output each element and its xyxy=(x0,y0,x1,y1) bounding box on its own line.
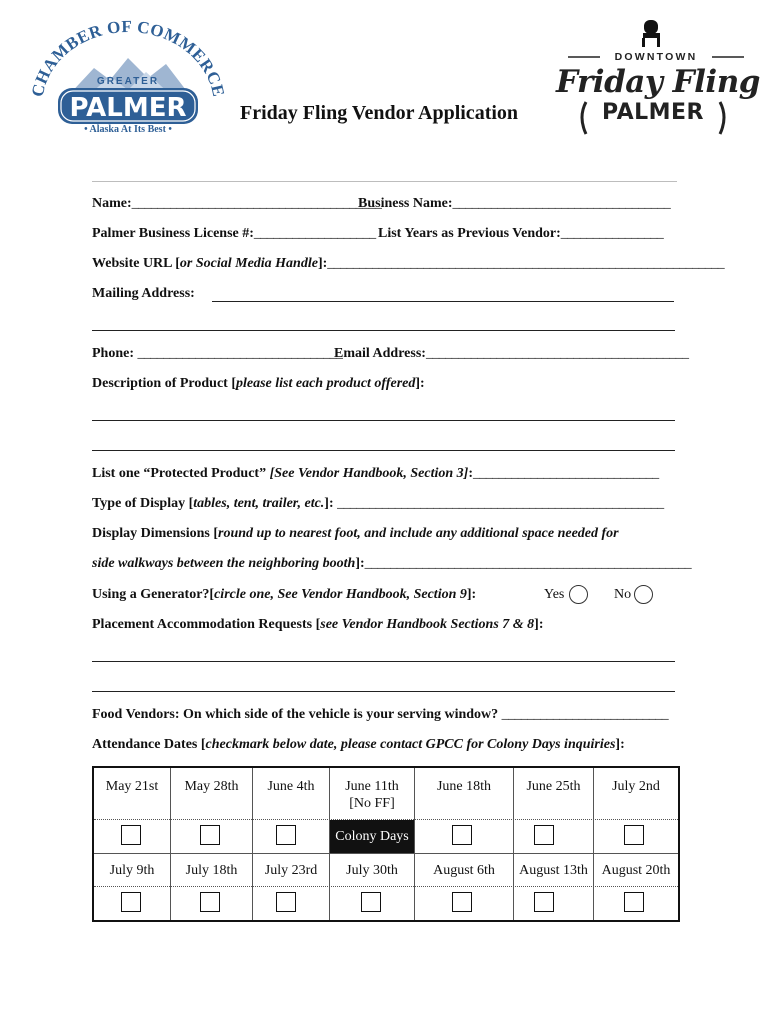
phone-row xyxy=(92,345,342,363)
food-vendors-row xyxy=(92,706,668,724)
display-type-field[interactable]: ___________________________________________________ xyxy=(337,496,664,511)
description-field-1[interactable] xyxy=(92,420,675,421)
website-label-b: or Social Media Handle xyxy=(179,256,318,271)
email-label: Email Address: xyxy=(334,346,426,361)
chair-icon xyxy=(642,20,660,47)
mailing-field-1[interactable] xyxy=(212,301,674,302)
business-name-label: Business Name: xyxy=(358,196,453,211)
placement-label-b: see Vendor Handbook Sections 7 & 8 xyxy=(320,617,535,632)
row-divider xyxy=(94,853,678,854)
checkbox-may-21[interactable] xyxy=(121,825,141,845)
display-label-c: ]: xyxy=(324,496,334,511)
dimensions-line2-a: side walkways between the neighboring booth xyxy=(92,556,356,571)
checkbox-june-18[interactable] xyxy=(452,825,472,845)
date-cell-june-4: June 4th xyxy=(267,779,315,794)
svg-text:CHAMBER OF COMMERCE: CHAMBER OF COMMERCE xyxy=(28,20,228,99)
protected-label-b: [See Vendor Handbook, Section 3] xyxy=(269,466,469,481)
checkbox-may-28[interactable] xyxy=(200,825,220,845)
generator-row xyxy=(92,586,476,604)
food-vendors-label: Food Vendors: On which side of the vehicle is your serving window? xyxy=(92,707,499,722)
years-row xyxy=(378,225,663,243)
protected-label-a: List one “Protected Product” xyxy=(92,466,270,481)
placement-field-1[interactable] xyxy=(92,661,675,662)
date-cell-august-6: August 6th xyxy=(433,863,495,878)
placement-field-2[interactable] xyxy=(92,691,675,692)
placement-row xyxy=(92,616,543,634)
row-divider xyxy=(94,886,678,887)
checkbox-july-23[interactable] xyxy=(276,892,296,912)
title-divider xyxy=(92,181,677,182)
date-cell-july-23: July 23rd xyxy=(264,863,318,878)
email-field[interactable]: _________________________________________ xyxy=(425,346,689,361)
dimensions-label-a: Display Dimensions [ xyxy=(92,526,219,541)
chamber-motto: • Alaska At Its Best • xyxy=(84,124,172,135)
date-cell-may-21: May 21st xyxy=(105,779,159,794)
checkbox-august-13[interactable] xyxy=(534,892,554,912)
date-cell-july-2: July 2nd xyxy=(612,779,660,794)
description-label-c: ]: xyxy=(415,376,425,391)
date-cell-june-11: June 11th [No FF] xyxy=(345,779,399,811)
display-type-row xyxy=(92,495,664,513)
mailing-label: Mailing Address: xyxy=(92,286,195,301)
attendance-label-c: ]: xyxy=(615,737,625,752)
checkbox-june-4[interactable] xyxy=(276,825,296,845)
attendance-label-b: checkmark below date, please contact GPCC for Colony Days inquiries xyxy=(205,737,616,752)
license-field[interactable]: ___________________ xyxy=(253,226,376,241)
generator-label-c: ]: xyxy=(466,587,477,602)
checkbox-july-18[interactable] xyxy=(200,892,220,912)
checkbox-august-6[interactable] xyxy=(452,892,472,912)
website-field[interactable]: ______________________________________________________________ xyxy=(327,256,725,271)
fling-downtown: DOWNTOWN xyxy=(614,51,698,63)
name-field[interactable]: _______________________________________ xyxy=(131,196,382,211)
dimensions-label-b: round up to nearest foot, and include any additional space needed for xyxy=(218,526,619,541)
placement-label-a: Placement Accommodation Requests [ xyxy=(92,617,321,632)
checkbox-july-9[interactable] xyxy=(121,892,141,912)
business-name-field[interactable]: __________________________________ xyxy=(452,196,671,211)
yes-label: Yes xyxy=(544,587,565,602)
dimensions-field[interactable]: ___________________________________________________ xyxy=(364,556,692,571)
checkbox-july-2[interactable] xyxy=(624,825,644,845)
display-label-a: Type of Display [ xyxy=(92,496,194,511)
website-row xyxy=(92,255,724,273)
date-cell-august-13: August 13th xyxy=(519,863,588,878)
checkbox-august-20[interactable] xyxy=(624,892,644,912)
colony-days-cell: Colony Days xyxy=(330,820,414,853)
checkbox-july-30[interactable] xyxy=(361,892,381,912)
email-row xyxy=(334,345,688,363)
generator-label-b: circle one, See Vendor Handbook, Section 9 xyxy=(214,587,467,602)
no-label: No xyxy=(614,587,632,602)
generator-label-a: Using a Generator?[ xyxy=(92,587,215,602)
serving-window-field[interactable]: __________________________ xyxy=(501,707,669,722)
attendance-label-a: Attendance Dates [ xyxy=(92,737,206,752)
website-label-a: Website URL [ xyxy=(92,256,180,271)
mailing-row xyxy=(92,285,195,303)
date-cell-june-18: June 18th xyxy=(436,779,492,794)
website-label-c: ]: xyxy=(317,256,328,271)
mailing-field-2[interactable] xyxy=(92,330,675,331)
protected-product-row xyxy=(92,465,659,483)
license-label: Palmer Business License #: xyxy=(92,226,254,241)
protected-product-field[interactable]: _____________________________ xyxy=(472,466,659,481)
date-cell-july-9: July 9th xyxy=(109,863,155,878)
svg-text:GREATER: GREATER xyxy=(96,76,160,87)
chamber-of-commerce-logo xyxy=(28,20,228,142)
fling-palmer: PALMER xyxy=(601,100,704,125)
yes-radio[interactable] xyxy=(569,585,588,604)
date-cell-june-25: June 25th xyxy=(526,779,581,794)
dimensions-row-2 xyxy=(92,555,691,573)
business-name-row xyxy=(358,195,670,213)
name-row xyxy=(92,195,381,213)
dimensions-line2-b: ]: xyxy=(355,556,365,571)
date-cell-august-20: August 20th xyxy=(601,863,671,878)
dimensions-row xyxy=(92,525,619,543)
fling-script-title: Friday Fling xyxy=(556,64,760,100)
description-field-2[interactable] xyxy=(92,450,675,451)
description-label-a: Description of Product [ xyxy=(92,376,236,391)
display-label-b: tables, tent, trailer, etc. xyxy=(193,496,325,511)
phone-field[interactable]: ________________________________ xyxy=(137,346,343,361)
phone-label: Phone: xyxy=(92,346,134,361)
checkbox-june-25[interactable] xyxy=(534,825,554,845)
date-cell-july-18: July 18th xyxy=(185,863,238,878)
no-radio[interactable] xyxy=(634,585,653,604)
attendance-dates-table xyxy=(92,766,680,922)
name-label: Name: xyxy=(92,196,132,211)
description-label-b: please list each product offered xyxy=(236,376,416,391)
years-field[interactable]: ________________ xyxy=(560,226,664,241)
description-row xyxy=(92,375,425,393)
years-label: List Years as Previous Vendor: xyxy=(378,226,561,241)
date-cell-may-28: May 28th xyxy=(184,779,239,794)
date-cell-july-30: July 30th xyxy=(346,863,398,878)
attendance-row xyxy=(92,736,625,754)
license-row xyxy=(92,225,376,243)
placement-label-c: ]: xyxy=(534,617,544,632)
page-title: Friday Fling Vendor Application xyxy=(240,102,519,124)
friday-fling-logo xyxy=(556,16,760,140)
svg-text:PALMER: PALMER xyxy=(69,93,187,123)
protected-label-c: : xyxy=(468,466,473,481)
